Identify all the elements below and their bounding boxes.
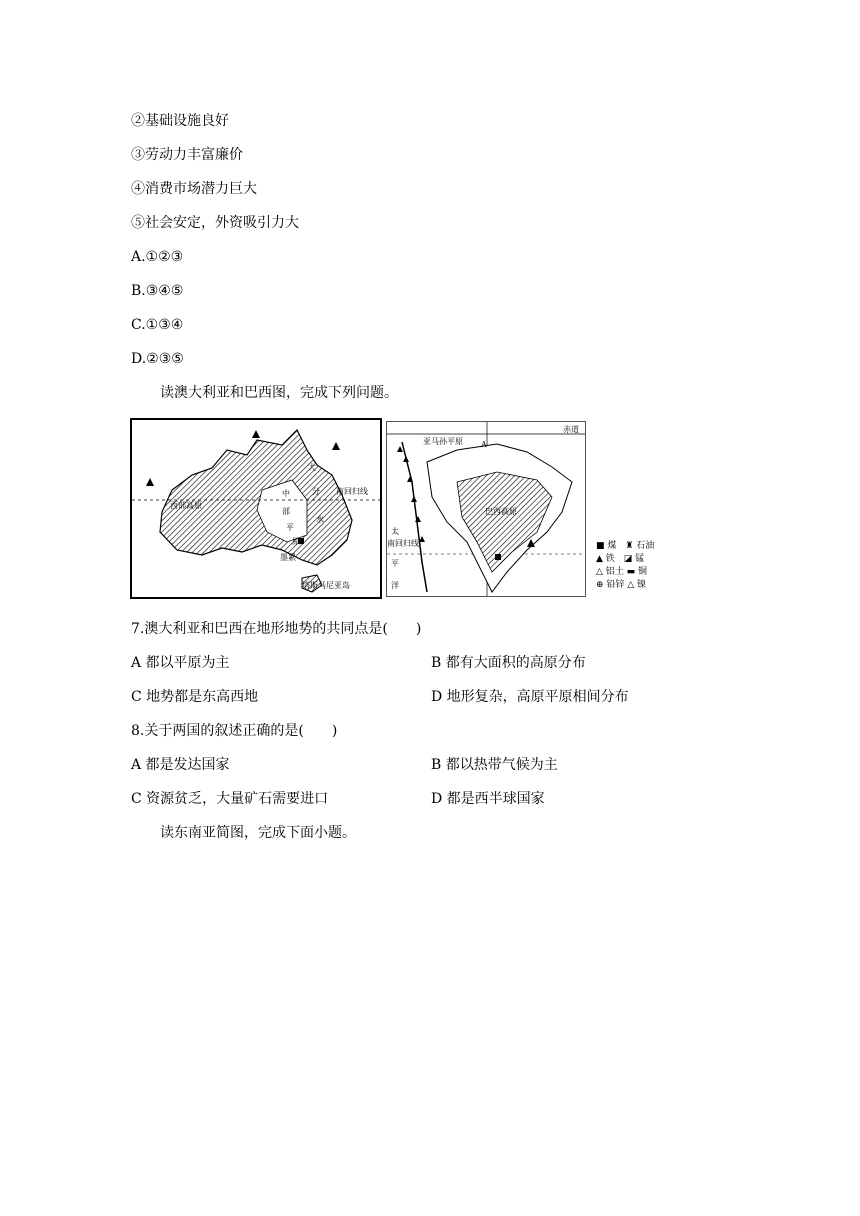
statement-3: ③劳动力丰富廉价 [131, 147, 243, 163]
legend-row: ■ 煤 ♜ 石油 [596, 541, 655, 551]
label-amazon: 亚马孙平原 [423, 437, 463, 446]
map-figure [130, 418, 662, 602]
q8-option-a: A 都是发达国家 [131, 757, 230, 773]
label-tropic-bra: 南回归线 [387, 539, 419, 548]
label-west-plateau: 西部高原 [170, 501, 202, 510]
legend-row: △ 铝土 ▬ 铜 [596, 567, 648, 577]
q7-option-d: D 地形复杂，高原平原相间分布 [431, 689, 629, 705]
label-central-2: 部 [282, 507, 290, 516]
label-pacific-1: 太 [391, 527, 399, 536]
statement-4: ④消费市场潜力巨大 [131, 181, 257, 197]
q8-option-b: B 都以热带气候为主 [431, 757, 558, 773]
label-divide-2: 分 [312, 487, 320, 496]
statement-2: ②基础设施良好 [131, 113, 229, 129]
label-central-3: 平 [286, 523, 294, 532]
option-c: C.①③④ [131, 317, 184, 333]
label-a: A [481, 440, 487, 449]
q7-stem: 7.澳大利亚和巴西在地形地势的共同点是( ) [131, 621, 422, 637]
intro-southeast-asia: 读东南亚简图，完成下面小题。 [160, 825, 356, 841]
label-brazil-plateau: 巴西高原 [485, 507, 517, 516]
statement-5: ⑤社会安定，外资吸引力大 [131, 215, 299, 231]
q7-option-b: B 都有大面积的高原分布 [431, 655, 586, 671]
brazil-map [386, 421, 586, 597]
label-murray: 墨累 [280, 553, 296, 562]
label-tasmania: 塔斯马尼亚岛 [302, 581, 350, 590]
option-d: D.②③⑤ [131, 351, 184, 367]
q8-option-c: C 资源贫乏，大量矿石需要进口 [131, 791, 329, 807]
label-divide-1: 大 [308, 463, 316, 472]
label-central-1: 中 [282, 489, 290, 498]
label-pacific-3: 洋 [391, 581, 399, 590]
legend-row: ▲ 铁 ◪ 锰 [596, 554, 645, 564]
q8-option-d: D 都是西半球国家 [431, 791, 545, 807]
label-tropic-aus: 南回归线 [336, 487, 368, 496]
q7-option-a: A 都以平原为主 [131, 655, 230, 671]
q7-option-c: C 地势都是东高西地 [131, 689, 259, 705]
label-equator: 赤道 [563, 425, 579, 434]
label-central-4: 原 [292, 537, 300, 546]
option-b: B.③④⑤ [131, 283, 184, 299]
australia-map [130, 418, 382, 599]
label-divide-3: 水 [316, 515, 324, 524]
legend-row: ⊕ 铅锌 △ 镍 [596, 580, 647, 590]
intro-australia-brazil: 读澳大利亚和巴西图，完成下列问题。 [160, 385, 398, 401]
q8-stem: 8.关于两国的叙述正确的是( ) [131, 723, 338, 739]
label-pacific-2: 平 [391, 559, 399, 568]
option-a: A.①②③ [131, 249, 184, 265]
map-legend [596, 540, 666, 592]
